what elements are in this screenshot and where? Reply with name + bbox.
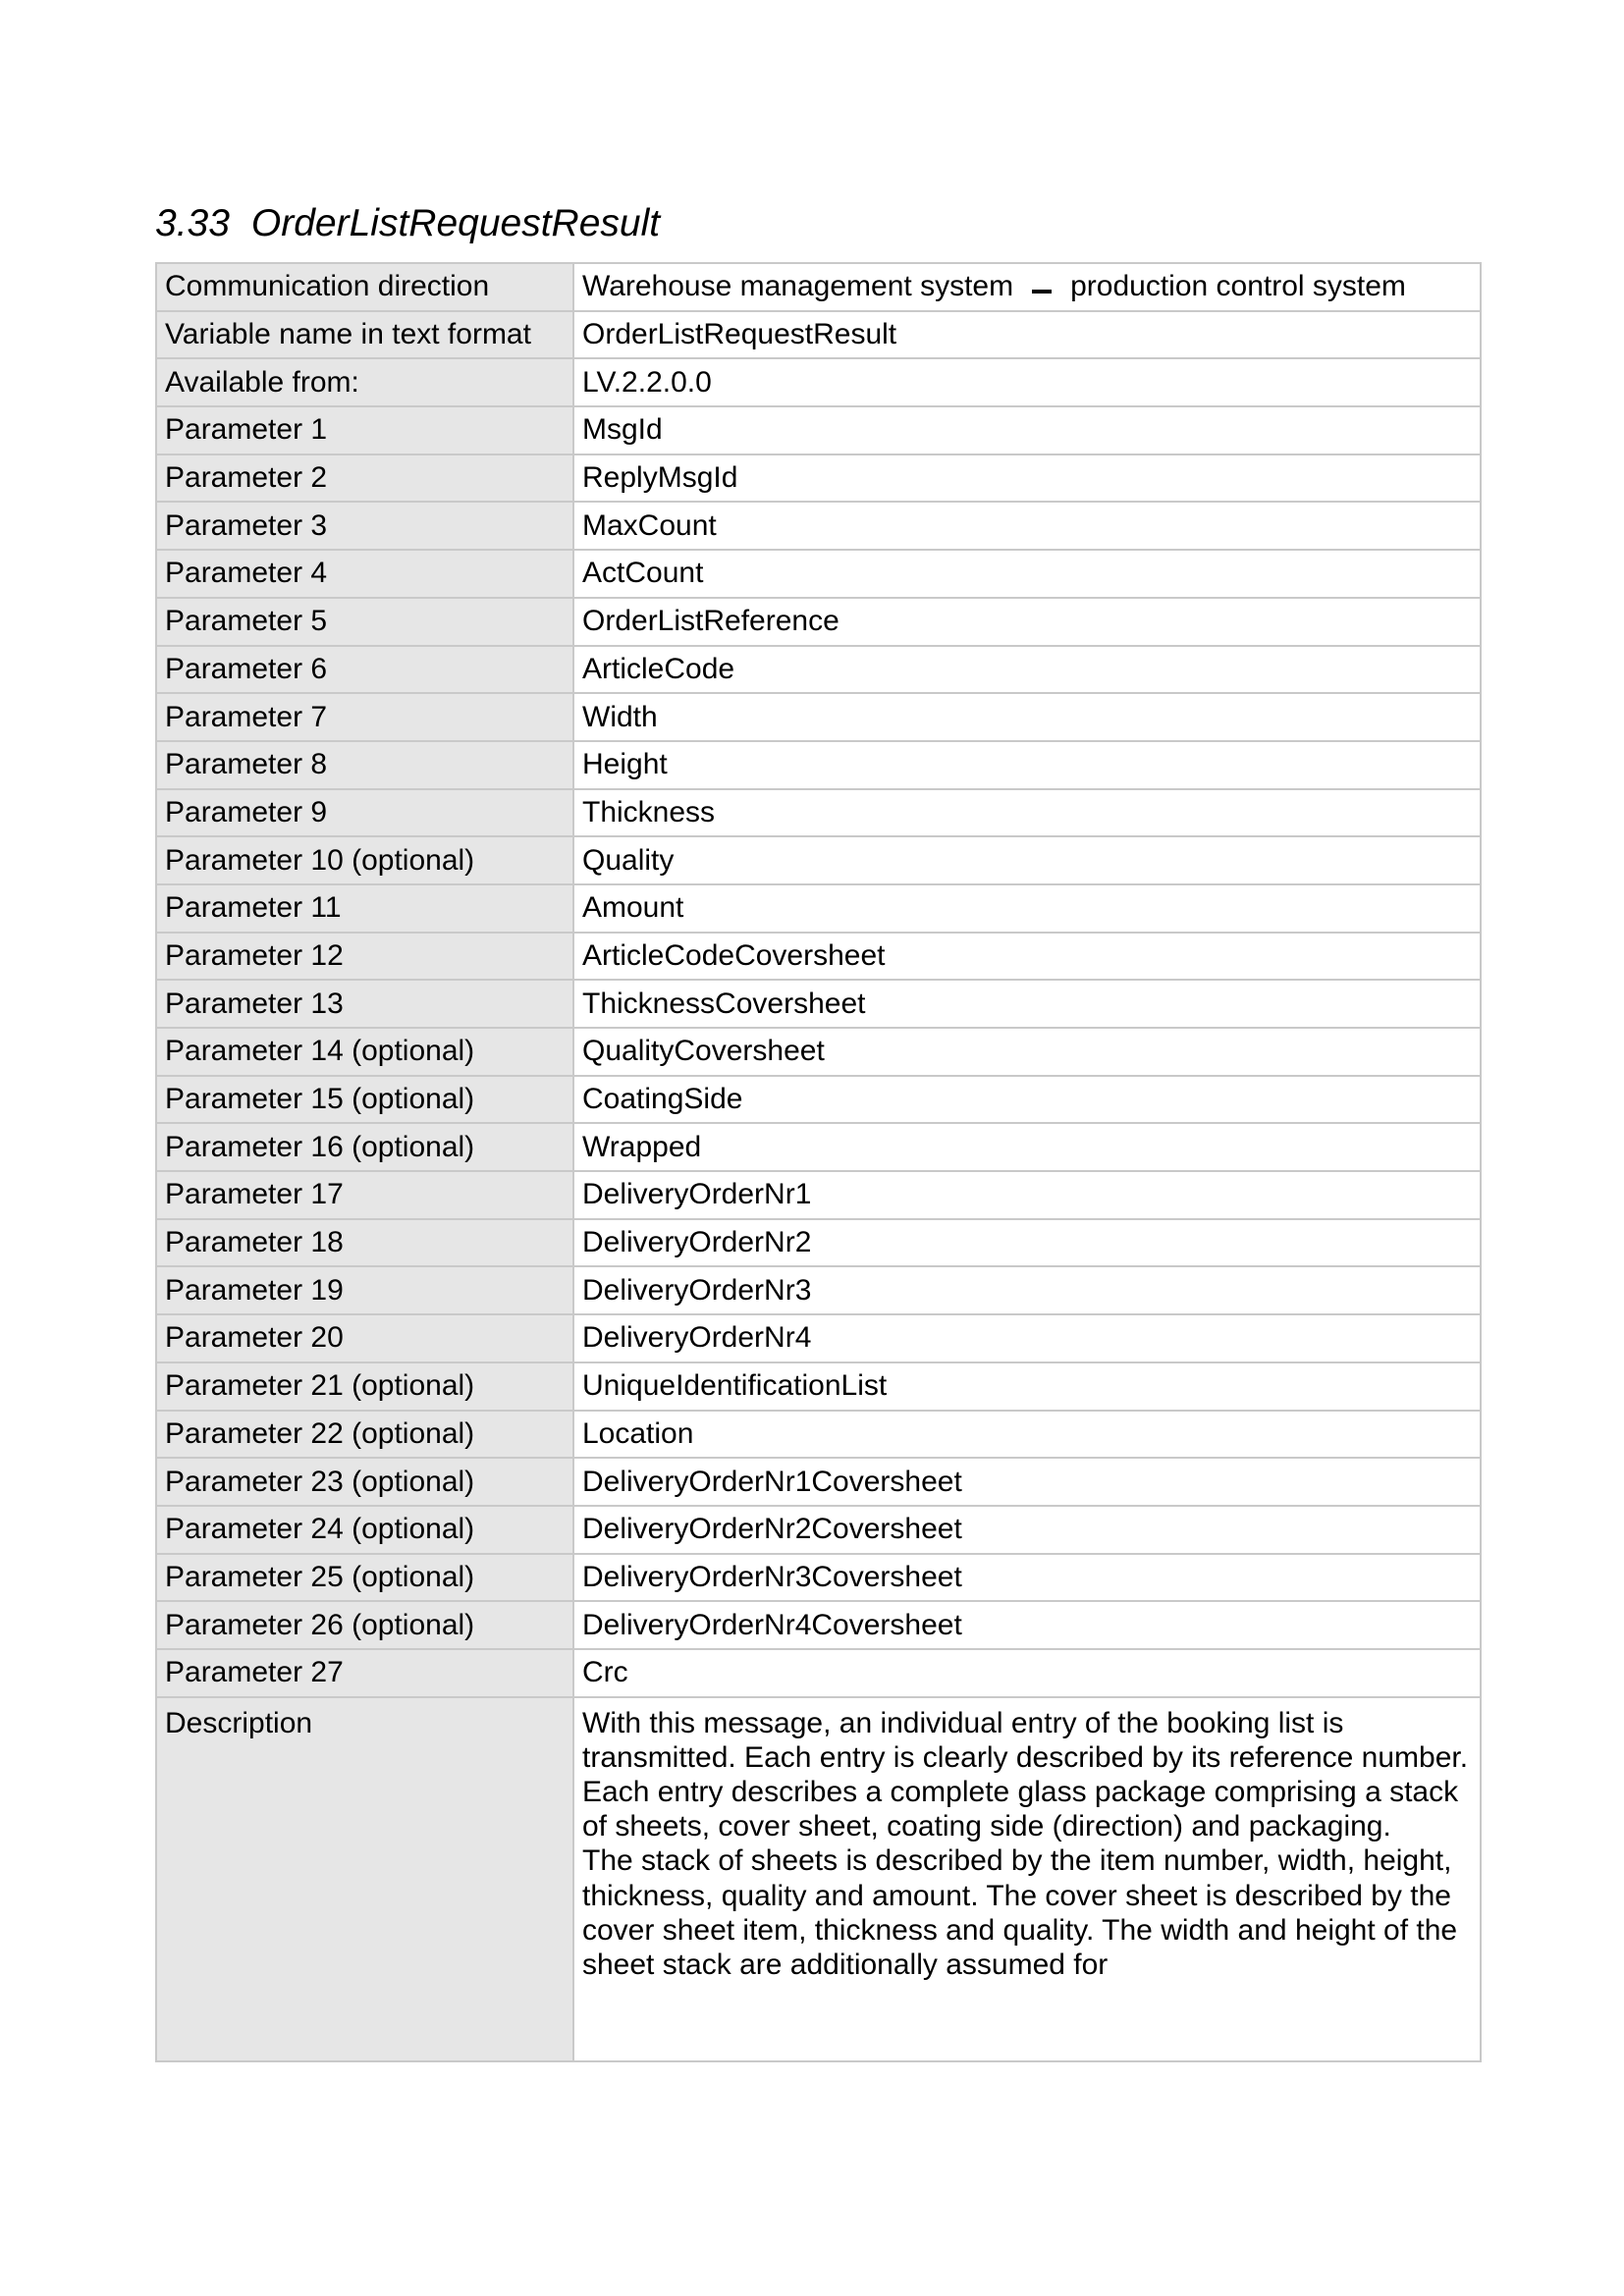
- row-label: Parameter 26 (optional): [156, 1601, 573, 1649]
- row-value: OrderListRequestResult: [573, 311, 1481, 359]
- row-label: Communication direction: [156, 263, 573, 311]
- row-value: ReplyMsgId: [573, 454, 1481, 503]
- row-value: DeliveryOrderNr4Coversheet: [573, 1601, 1481, 1649]
- table-row: [156, 406, 1481, 454]
- row-label: Parameter 13: [156, 980, 573, 1028]
- row-label: Parameter 4: [156, 550, 573, 598]
- table-row: [156, 1171, 1481, 1219]
- table-row: [156, 1123, 1481, 1171]
- table-row: [156, 1266, 1481, 1314]
- row-value: DeliveryOrderNr1Coversheet: [573, 1458, 1481, 1506]
- table-row: [156, 1028, 1481, 1076]
- table-row-communication-direction: [156, 263, 1481, 311]
- row-label: Parameter 24 (optional): [156, 1506, 573, 1554]
- row-value: CoatingSide: [573, 1076, 1481, 1124]
- description-paragraph: The stack of sheets is described by the item number, width, height, thickness, quality and amount. The cover sheet is described by the cover sheet item, thickness and quality. The width and height of the sheet stack are additionally assumed for: [582, 1844, 1458, 1982]
- table-row: [156, 646, 1481, 694]
- table-row: [156, 311, 1481, 359]
- row-label: Parameter 1: [156, 406, 573, 454]
- table-row: [156, 693, 1481, 741]
- table-row: [156, 741, 1481, 789]
- direction-to: production control system: [1070, 270, 1406, 303]
- table-row: [156, 1601, 1481, 1649]
- table-row: [156, 1076, 1481, 1124]
- table-row: [156, 1411, 1481, 1459]
- row-label: Parameter 16 (optional): [156, 1123, 573, 1171]
- row-label: Parameter 21 (optional): [156, 1362, 573, 1411]
- row-label: Parameter 7: [156, 693, 573, 741]
- row-value: Quality: [573, 836, 1481, 884]
- table-row: [156, 789, 1481, 837]
- row-value: ArticleCodeCoversheet: [573, 933, 1481, 981]
- row-value: Amount: [573, 884, 1481, 933]
- row-value: MsgId: [573, 406, 1481, 454]
- row-label: Parameter 9: [156, 789, 573, 837]
- table-row: [156, 358, 1481, 406]
- row-value: MaxCount: [573, 502, 1481, 550]
- table-row: [156, 933, 1481, 981]
- row-value: Thickness: [573, 789, 1481, 837]
- table-row: [156, 1649, 1481, 1697]
- table-row: [156, 1458, 1481, 1506]
- table-row: [156, 454, 1481, 503]
- row-label: Parameter 10 (optional): [156, 836, 573, 884]
- table-row: [156, 1362, 1481, 1411]
- row-label: Parameter 18: [156, 1219, 573, 1267]
- description-paragraph: With this message, an individual entry of the booking list is transmitted. Each entry is clearly described by its reference number.: [582, 1706, 1469, 1774]
- table-row: [156, 1219, 1481, 1267]
- row-label: Parameter 8: [156, 741, 573, 789]
- description-paragraph: Each entry describes a complete glass package comprising a stack of sheets, cover sheet, coating side (direction) and packaging.: [582, 1776, 1459, 1843]
- row-value: ThicknessCoversheet: [573, 980, 1481, 1028]
- message-spec-table: [155, 262, 1482, 2062]
- row-label: Parameter 2: [156, 454, 573, 503]
- section-number: 3.33: [155, 202, 230, 244]
- direction-from: Warehouse management system: [582, 270, 1014, 303]
- table-row: [156, 884, 1481, 933]
- row-label: Available from:: [156, 358, 573, 406]
- row-label: Parameter 27: [156, 1649, 573, 1697]
- communication-direction-value: [573, 263, 1481, 311]
- row-label: Parameter 6: [156, 646, 573, 694]
- table-row: [156, 1314, 1481, 1362]
- row-value: ArticleCode: [573, 646, 1481, 694]
- table-row: [156, 598, 1481, 646]
- spec-table-body: [156, 263, 1481, 2061]
- row-label: Parameter 3: [156, 502, 573, 550]
- row-label: Parameter 11: [156, 884, 573, 933]
- row-label: Parameter 22 (optional): [156, 1411, 573, 1459]
- row-label: Parameter 19: [156, 1266, 573, 1314]
- row-value: DeliveryOrderNr3: [573, 1266, 1481, 1314]
- row-label: Parameter 12: [156, 933, 573, 981]
- row-value: Crc: [573, 1649, 1481, 1697]
- section-heading: [155, 196, 660, 251]
- row-value: UniqueIdentificationList: [573, 1362, 1481, 1411]
- table-row-description: [156, 1697, 1481, 2061]
- row-label: Parameter 25 (optional): [156, 1554, 573, 1602]
- row-value: DeliveryOrderNr4: [573, 1314, 1481, 1362]
- table-row: [156, 1506, 1481, 1554]
- row-value: OrderListReference: [573, 598, 1481, 646]
- row-value: Location: [573, 1411, 1481, 1459]
- table-row: [156, 836, 1481, 884]
- description-label: Description: [156, 1697, 573, 2061]
- row-value: DeliveryOrderNr3Coversheet: [573, 1554, 1481, 1602]
- table-row: [156, 550, 1481, 598]
- row-label: Variable name in text format: [156, 311, 573, 359]
- row-label: Parameter 20: [156, 1314, 573, 1362]
- row-value: Wrapped: [573, 1123, 1481, 1171]
- row-value: DeliveryOrderNr1: [573, 1171, 1481, 1219]
- row-value: DeliveryOrderNr2Coversheet: [573, 1506, 1481, 1554]
- row-label: Parameter 14 (optional): [156, 1028, 573, 1076]
- table-row: [156, 1554, 1481, 1602]
- row-value: ActCount: [573, 550, 1481, 598]
- row-value: Height: [573, 741, 1481, 789]
- row-label: Parameter 17: [156, 1171, 573, 1219]
- description-text: [573, 1697, 1481, 2061]
- row-value: Width: [573, 693, 1481, 741]
- row-value: DeliveryOrderNr2: [573, 1219, 1481, 1267]
- arrow-right-icon: [1032, 290, 1052, 294]
- row-value: LV.2.2.0.0: [573, 358, 1481, 406]
- table-row: [156, 502, 1481, 550]
- row-label: Parameter 23 (optional): [156, 1458, 573, 1506]
- table-row: [156, 980, 1481, 1028]
- section-title: OrderListRequestResult: [250, 202, 661, 244]
- row-label: Parameter 5: [156, 598, 573, 646]
- row-value: QualityCoversheet: [573, 1028, 1481, 1076]
- row-label: Parameter 15 (optional): [156, 1076, 573, 1124]
